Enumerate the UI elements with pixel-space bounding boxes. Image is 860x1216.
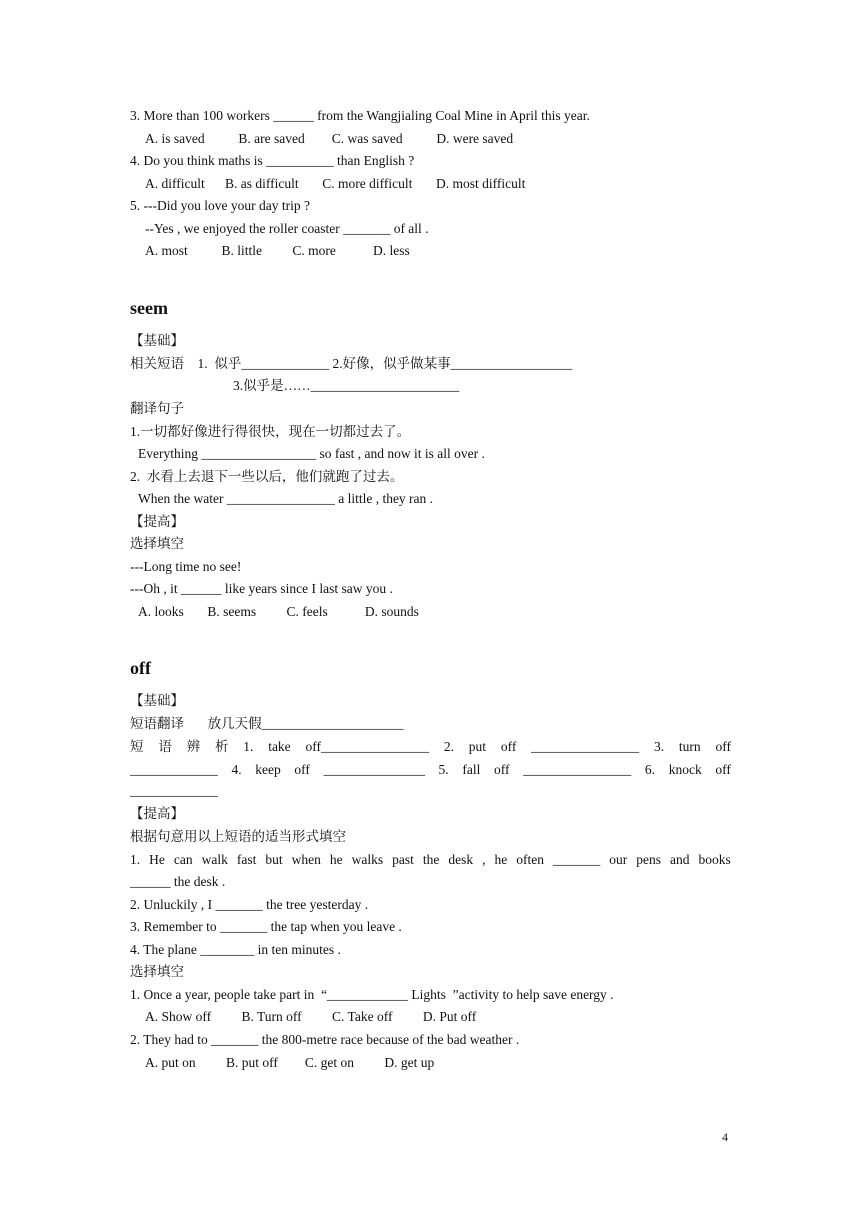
off-phrase-translate: 短语翻译 放几天假_____________________ bbox=[130, 716, 404, 731]
question-5-reply: --Yes , we enjoyed the roller coaster _______ of all . bbox=[145, 221, 429, 236]
question-5: 5. ---Did you love your day trip ? bbox=[130, 198, 310, 213]
off-fill-2: 2. Unluckily , I _______ the tree yesterday . bbox=[130, 897, 369, 912]
question-5-options: A. most B. little C. more D. less bbox=[145, 243, 410, 258]
off-choice-1: 1. Once a year, people take part in “____________ Lights ”activity to help save energy . bbox=[130, 987, 614, 1002]
off-fill-1-row-1: 1. He can walk fast but when he walks past the desk , he often _______ our pens and books bbox=[130, 852, 731, 867]
seem-translate-label: 翻译句子 bbox=[130, 401, 184, 416]
off-fill-3: 3. Remember to _______ the tap when you leave . bbox=[130, 919, 402, 934]
seem-dialog-2: ---Oh , it ______ like years since I last saw you . bbox=[130, 581, 393, 596]
seem-sentence-2-cn: 2. 水看上去退下一些以后，他们就跑了过去。 bbox=[130, 469, 404, 484]
seem-choose-label: 选择填空 bbox=[130, 536, 184, 551]
off-choice-2: 2. They had to _______ the 800-metre race because of the bad weather . bbox=[130, 1032, 520, 1047]
question-3: 3. More than 100 workers ______ from the Wangjialing Coal Mine in April this year. bbox=[130, 108, 590, 123]
question-4: 4. Do you think maths is __________ than English ? bbox=[130, 153, 415, 168]
off-fill-label: 根据句意用以上短语的适当形式填空 bbox=[130, 829, 346, 844]
seem-options: A. looks B. seems C. feels D. sounds bbox=[138, 604, 419, 619]
off-advanced-label: 【提高】 bbox=[130, 806, 184, 821]
seem-heading: seem bbox=[130, 298, 168, 318]
off-fill-4: 4. The plane ________ in ten minutes . bbox=[130, 942, 341, 957]
off-choice-1-options: A. Show off B. Turn off C. Take off D. Put off bbox=[145, 1009, 477, 1024]
off-distinguish-row-2: _____________ 4. keep off _______________ 5. fall off ________________ 6. knock off bbox=[130, 762, 731, 777]
off-fill-1-row-2: ______ the desk . bbox=[130, 874, 226, 889]
seem-dialog-1: ---Long time no see! bbox=[130, 559, 242, 574]
seem-sentence-1-en: Everything _________________ so fast , and now it is all over . bbox=[138, 446, 485, 461]
off-choose-label: 选择填空 bbox=[130, 964, 184, 979]
seem-basic-label: 【基础】 bbox=[130, 333, 184, 348]
question-4-options: A. difficult B. as difficult C. more difficult D. most difficult bbox=[145, 176, 526, 191]
off-choice-2-options: A. put on B. put off C. get on D. get up bbox=[145, 1055, 435, 1070]
off-basic-label: 【基础】 bbox=[130, 693, 184, 708]
question-3-options: A. is saved B. are saved C. was saved D. were saved bbox=[145, 131, 514, 146]
seem-phrase-line-1: 相关短语 1. 似乎_____________ 2.好像，似乎做某事__________________ bbox=[130, 356, 573, 371]
seem-sentence-1-cn: 1.一切都好像进行得很快，现在一切都过去了。 bbox=[130, 424, 411, 439]
seem-advanced-label: 【提高】 bbox=[130, 514, 184, 529]
off-distinguish-row-3: _____________ bbox=[130, 783, 218, 798]
seem-sentence-2-en: When the water ________________ a little , they ran . bbox=[138, 491, 434, 506]
off-heading: off bbox=[130, 658, 151, 678]
seem-phrase-line-2: 3.似乎是……______________________ bbox=[233, 378, 460, 393]
page-number: 4 bbox=[722, 1130, 728, 1144]
off-distinguish-row-1: 短 语 辨 析 1. take off________________ 2. put off ________________ 3. turn off bbox=[130, 739, 731, 754]
